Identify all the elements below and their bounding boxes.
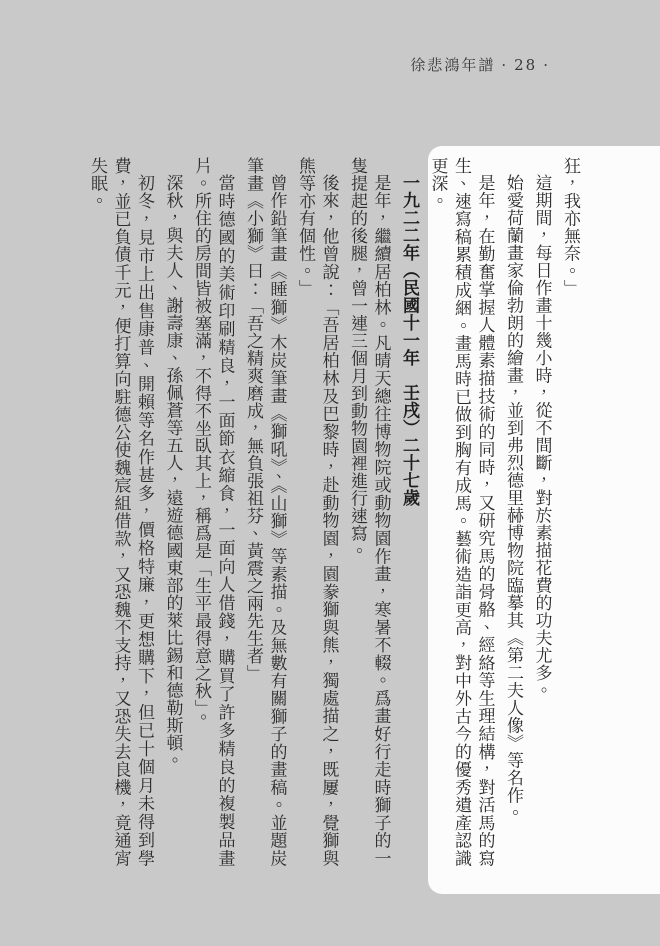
paragraph: 初冬，見市上出售康普、開賴等名作甚多，價格特廉，更想購下，但已十個月未得到學費，並已負債千元，便打算向駐德公使魏宸組借款，又恐魏不支持，又恐失去良機，竟通宵失眠。 xyxy=(87,157,154,867)
separator-dot: · xyxy=(543,56,550,74)
paragraph: 是年，繼續居柏林。凡晴天總往博物院或動物園作畫，寒暑不輟。爲畫好行走時獅子的一隻提起的後腿，曾一連三個月到動物園裡進行速寫。 xyxy=(347,157,391,867)
book-title: 徐悲鴻年譜 xyxy=(410,56,496,74)
paragraph: 是年，在勤奮掌握人體素描技術的同時，又研究馬的骨骼、經絡等生理結構，對活馬的寫生、速寫稿累積成綑。畫馬時已做到胸有成馬。藝術造詣更高，對中外古今的優秀遺產認識更深。 xyxy=(427,157,495,867)
page-number: 28 xyxy=(514,56,538,74)
running-head xyxy=(0,54,556,75)
paragraph: 後來，他曾說：「吾居柏林及巴黎時，赴動物園，園豢獅與熊，獨處描之，既屢，覺獅與熊等亦有個性。」 xyxy=(295,157,339,867)
paragraph: 當時德國的美術印刷精良，一面節衣縮食，一面向人借錢，購買了許多精良的複製品畫片。所住的房間皆被塞滿，不得不坐臥其上，稱爲是「生平最得意之秋」。 xyxy=(191,157,235,867)
paragraph: 深秋，與夫人、謝壽康、孫佩蒼等五人，遠遊德國東部的萊比錫和德勒斯頓。 xyxy=(162,174,183,769)
vertical-text-body xyxy=(64,157,586,867)
paragraph: 曾作鉛筆畫《睡獅》木炭筆畫《獅吼》、《山獅》等素描。及無數有關獅子的畫稿。並題炭筆畫《小獅》曰：「吾之精爽磨成，無負張祖芬、黃震之兩先生者」 xyxy=(243,157,287,867)
paragraph: 這期間，每日作畫十幾小時，從不間斷，對於素描花費的功夫尤多。 xyxy=(531,174,552,699)
year-heading-1922: 一九二二年（民國十一年 壬戌）二十七歲 xyxy=(399,174,419,507)
paragraph-continuation: 狂，我亦無奈。」 xyxy=(560,157,580,297)
separator-dot: · xyxy=(501,56,509,74)
paragraph: 始愛荷蘭畫家倫勃朗的繪畫，並到弗烈德里赫博物院臨摹其《第二夫人像》等名作。 xyxy=(503,174,523,822)
